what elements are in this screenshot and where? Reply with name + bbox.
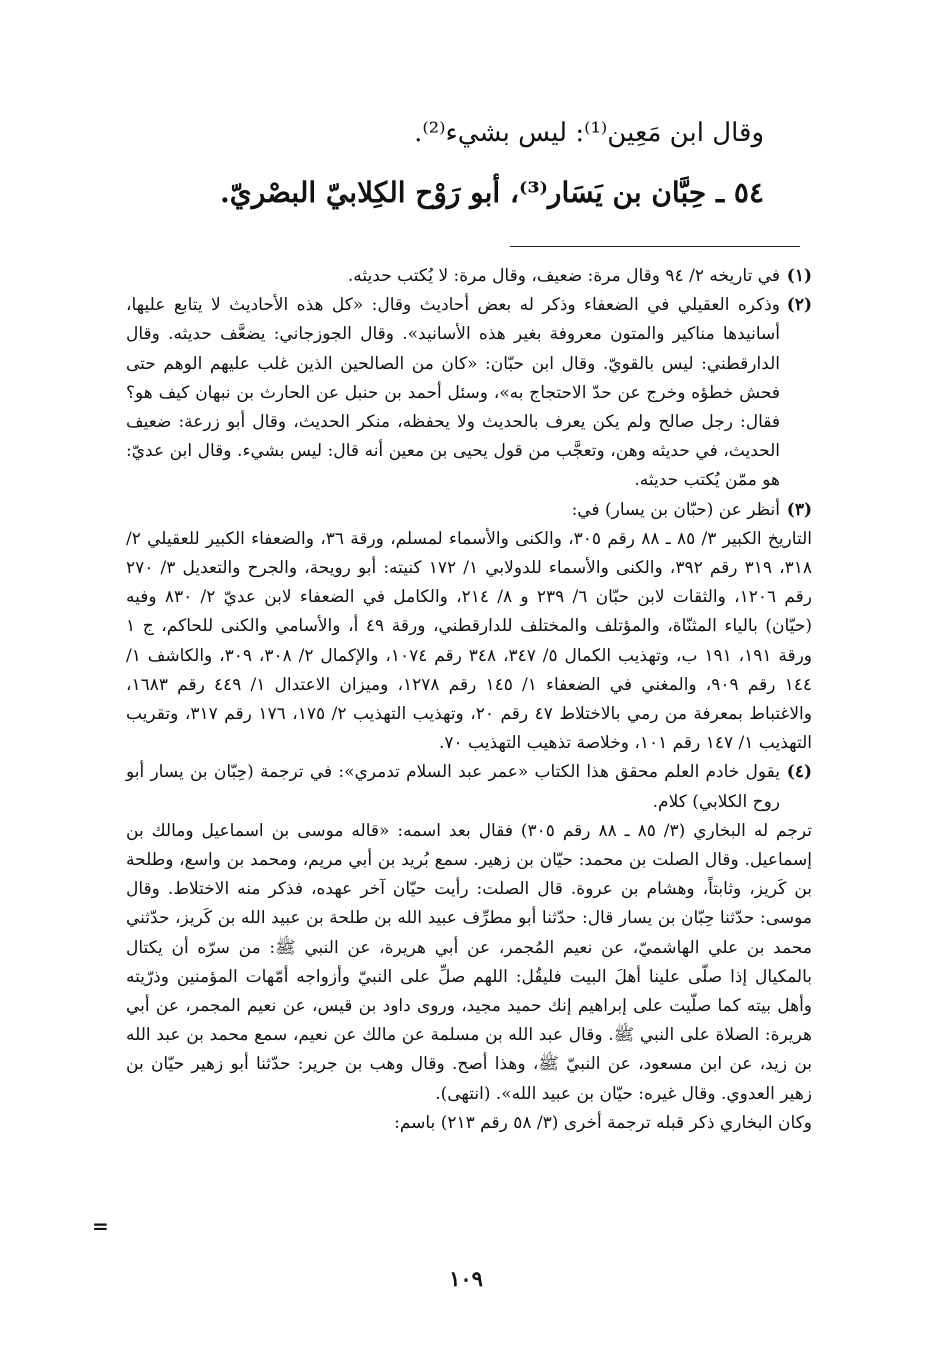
footnote-2 [126, 291, 812, 495]
footnote-4 [126, 758, 812, 816]
footnote-text: يقول خادم العلم محقق هذا الكتاب «عمر عبد السلام تدمري»: في ترجمة (حِبّان بن يسار أبو روح الكلابي) كلام. [126, 762, 780, 812]
footnote-1 [126, 262, 812, 291]
footnote-number: (٢) [786, 295, 812, 316]
footnote-4-quote [126, 817, 812, 1109]
footnote-text: في تاريخه ٢/ ٩٤ وقال مرة: ضعيف، وقال مرة: لا يُكتب حديثه. [347, 266, 780, 286]
footnote-text: التاريخ الكبير ٣/ ٨٥ ـ ٨٨ رقم ٣٠٥، والكنى والأسماء لمسلم، ورقة ٣٦، والضعفاء الكبير للعقيلي ٢/ ٣١٨، ٣١٩ رقم ٣٩٢، والكنى والأسماء للدولابي ١/ ١٧٢ كنيته: أبو رويحة، والجرح والتعديل ٣/ ٢٧٠ رقم ١٢٠٦، والثقات لابن حبّان ٦/ ٢٣٩ و ٨/ ٢١٤، والكامل في الضعفاء لابن عديّ ٢/ ٨٣٠ وفيه (حيّان) بالياء المثنّاة، والمؤتلف والمختلف للدارقطني، ورقة ٤٩ أ، والأسامي والكنى للحاكم، ج ١ ورقة ١٩١، ١٩١ ب، وتهذيب الكمال ٥/ ٣٤٧، ٣٤٨ رقم ١٠٧٤، والإكمال ٢/ ٣٠٨، ٣٠٩، والكاشف ١/ ١٤٤ رقم ٩٠٩، والمغني في الضعفاء ١/ ١٤٥ رقم ١٢٧٨، وميزان الاعتدال ١/ ٤٤٩ رقم ١٦٨٣، والاغتباط بمعرفة من رمي بالاختلاط ٤٧ رقم ٢٠، وتهذيب التهذيب ٢/ ١٧٥، ١٧٦ رقم ٣١٧، وتقريب التهذيب ١/ ١٤٧ رقم ١٠١، وخلاصة تذهيب التهذيب ٧٠. [126, 528, 813, 754]
footnote-4-tail [126, 1109, 812, 1138]
footnote-text: أنظر عن (حبّان بن يسار) في: [571, 499, 780, 520]
footnote-text: وكان البخاري ذكر قبله ترجمة أخرى (٣/ ٥٨ رقم ٢١٣) باسم: [394, 1112, 812, 1133]
entry-heading: ٥٤ ـ حِبَّان بن يَسَار⁽³⁾، أبو رَوْح الكِلابيّ البصْريّ. [220, 176, 764, 209]
footnotes [126, 262, 812, 1138]
footnote-number: (٣) [786, 499, 812, 520]
footnote-number: (٤) [786, 762, 812, 783]
footnote-separator [510, 246, 800, 247]
footnote-3 [126, 496, 812, 525]
footnote-3-sources [126, 525, 812, 759]
footnote-number: (١) [786, 266, 812, 286]
continuation-mark: = [92, 1214, 109, 1238]
page-number: ١٠٩ [449, 1266, 483, 1291]
footnote-text: وذكره العقيلي في الضعفاء وذكر له بعض أحاديث وقال: «كل هذه الأحاديث لا يتابع عليها، أسانيدها مناكير والمتون معروفة بغير هذه الأسانيد». وقال الجوزجاني: يضعَّف حديثه. وقال الدارقطني: ليس بالقويّ. وقال ابن حبّان: «كان من الصالحين الذين غلب عليهم الوهم حتى فحش خطؤه وخرج عن حدّ الاحتجاج به»، وسئل أحمد بن حنبل عن الحارث بن نبهان كيف هو؟ فقال: رجل صالح ولم يكن يعرف بالحديث ولا يحفظه، منكر الحديث، وقال أبو زرعة: ضعيف الحديث، في حديثه وهن، وتعجَّب من قول يحيى بن معين أنه قال: ليس بشيء. وقال ابن عديّ: هو ممّن يُكتب حديثه. [126, 295, 780, 491]
footnote-text: ترجم له البخاري (٣/ ٨٥ ـ ٨٨ رقم ٣٠٥) فقال بعد اسمه: «قاله موسى بن اسماعيل ومالك بن إسماعيل. وقال الصلت بن محمد: حيّان بن زهير. سمع بُريد بن أبي مريم، ومحمد بن واسع، وطلحة بن كَريز، وثابتاً، وهشام بن عروة. قال الصلت: رأيت حيّان آخر عهده، فذكر منه الاختلاط. وقال موسى: حدّثنا حِبّان بن يسار قال: حدّثنا أبو مطرِّف عبيد الله بن طلحة بن عبيد الله بن كَريز، حدّثني محمد بن علي الهاشميّ، عن نعيم المُجمر، عن أبي هريرة، عن النبي ﷺ: من سرّه أن يكتال بالمكيال إذا صلّى علينا أهلَ البيت فليقُل: اللهم صلِّ على النبيّ وأزواجه أمّهات المؤمنين وذرّيته وأهل بيته كما صلّيت على إبراهيم إنك حميد مجيد، وروى داود بن قيس، عن نعيم المجمر، عن أبي هريرة: الصلاة على النبي ﷺ. وقال عبد الله بن مسلمة عن مالك عن نعيم، سمع محمد بن عبد الله بن زيد، عن ابن مسعود، عن النبيّ ﷺ، وهذا أصح. وقال وهب بن جرير: حدّثنا أبو زهير حيّان بن زهير العدوي. وقال غيره: حيّان بن عبيد الله». (انتهى). [126, 820, 813, 1104]
main-text-line: وقال ابن مَعِين⁽¹⁾: ليس بشيء⁽²⁾. [414, 118, 764, 148]
